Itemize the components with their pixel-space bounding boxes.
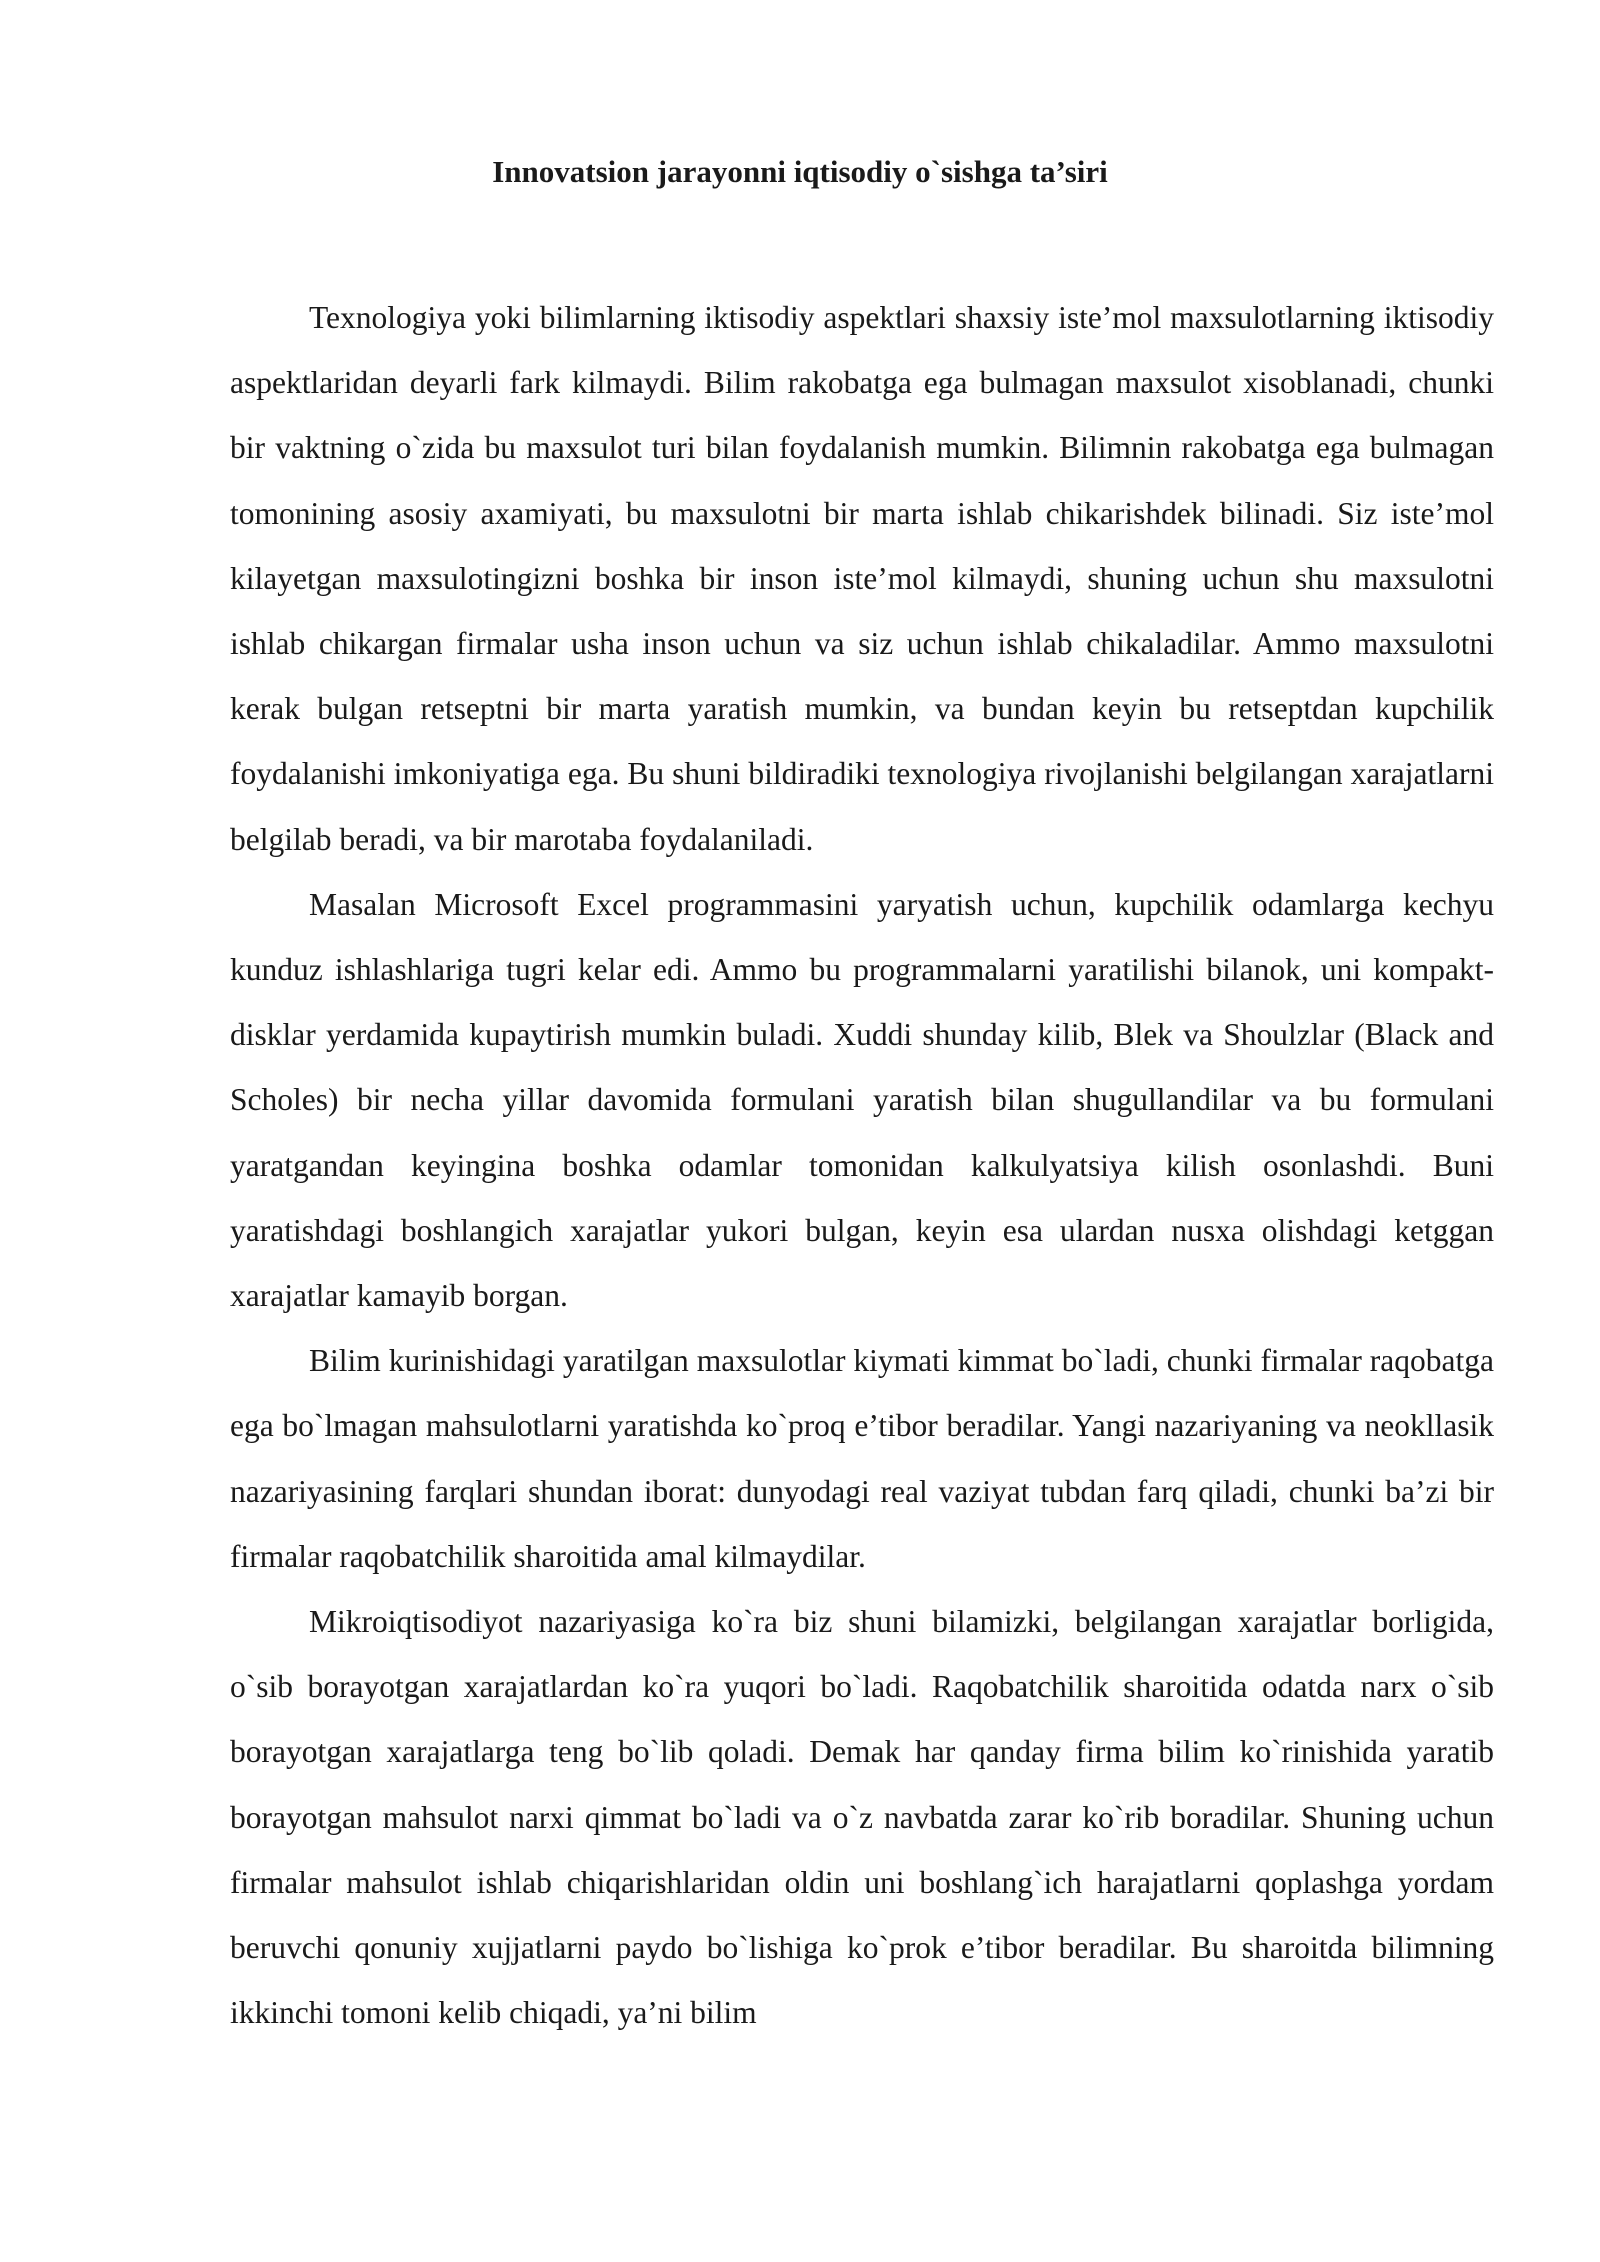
paragraph-3: Bilim kurinishidagi yaratilgan maxsulotlar kiymati kimmat bo`ladi, chunki firmalar raqobatga ega bo`lmagan mahsulotlarni yaratishda ko`proq e’tibor beradilar. Yangi nazariyaning va neokllasik nazariyasining farqlari shundan iborat: dunyodagi real vaziyat tubdan farq qiladi, chunki ba’zi bir firmalar raqobatchilik sharoitida amal kilmaydilar.: [230, 1343, 1494, 1574]
paragraph-1: Texnologiya yoki bilimlarning iktisodiy aspektlari shaxsiy iste’mol maxsulotlarning iktisodiy aspektlaridan deyarli fark kilmaydi. Bilim rakobatga ega bulmagan maxsulot xisoblanadi, chunki bir vaktning o`zida bu maxsulot turi bilan foydalanish mumkin. Bilimnin rakobatga ega bulmagan tomonining asosiy axamiyati, bu maxsulotni bir marta ishlab chikarishdek bilinadi. Siz iste’mol kilayetgan maxsulotingizni boshka bir inson iste’mol kilmaydi, shuning uchun shu maxsulotni ishlab chikargan firmalar usha inson uchun va siz uchun ishlab chikaladilar. Ammo maxsulotni kerak bulgan retseptni bir marta yaratish mumkin, va bundan keyin bu retseptdan kupchilik foydalanishi imkoniyatiga ega. Bu shuni bildiradiki texnologiya rivojlanishi belgilangan xarajatlarni belgilab beradi, va bir marotaba foydalaniladi.: [230, 300, 1494, 857]
document-title: Innovatsion jarayonni iqtisodiy o`sishga ta’siri: [492, 154, 1108, 189]
paragraph-2: Masalan Microsoft Excel programmasini yaryatish uchun, kupchilik odamlarga kechyu kunduz ishlashlariga tugri kelar edi. Ammo bu programmalarni yaratilishi bilanok, uni kompakt-disklar yerdamida kupaytirish mumkin buladi. Xuddi shunday kilib, Blek va Shoulzlar (Black and Scholes) bir necha yillar davomida formulani yaratish bilan shugullandilar va bu formulani yaratgandan keyingina boshka odamlar tomonidan kalkulyatsiya kilish osonlashdi. Buni yaratishdagi boshlangich xarajatlar yukori bulgan, keyin esa ulardan nusxa olishdagi ketggan xarajatlar kamayib borgan.: [230, 886, 1494, 1314]
document-body: [230, 285, 1494, 2045]
paragraph-4: Mikroiqtisodiyot nazariyasiga ko`ra biz shuni bilamizki, belgilangan xarajatlar borligida, o`sib borayotgan xarajatlardan ko`ra yuqori bo`ladi. Raqobatchilik sharoitida odatda narx o`sib borayotgan xarajatlarga teng bo`lib qoladi. Demak har qanday firma bilim ko`rinishida yaratib borayotgan mahsulot narxi qimmat bo`ladi va o`z navbatda zarar ko`rib boradilar. Shuning uchun firmalar mahsulot ishlab chiqarishlaridan oldin uni boshlang`ich harajatlarni qoplashga yordam beruvchi qonuniy xujjatlarni paydo bo`lishiga ko`prok e’tibor beradilar. Bu sharoitda bilimning ikkinchi tomoni kelib chiqadi, ya’ni bilim: [230, 1604, 1494, 2031]
